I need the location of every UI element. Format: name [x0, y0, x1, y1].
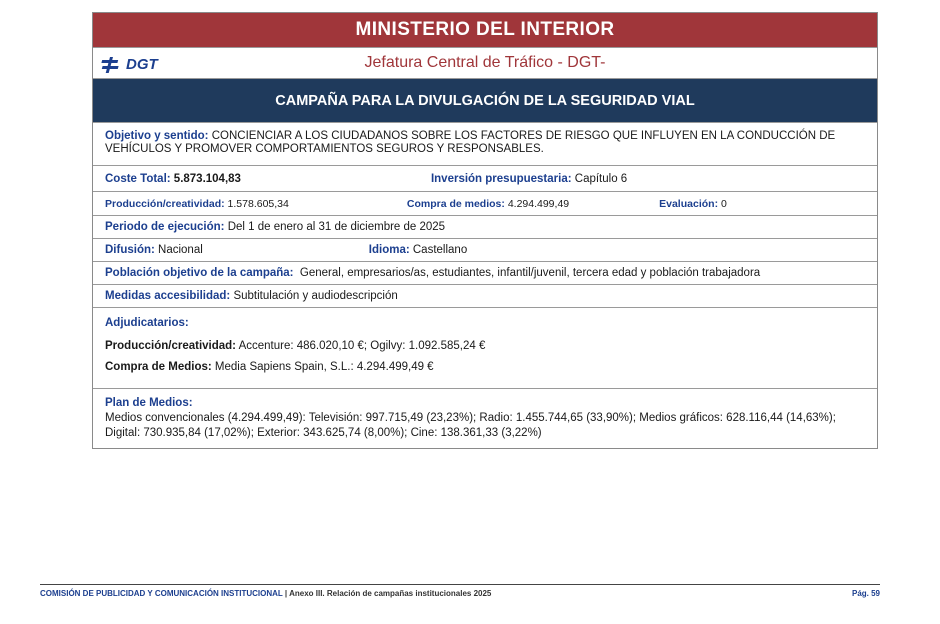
footer-annex: | Anexo III. Relación de campañas institucionales 2025 — [284, 589, 492, 598]
jefatura-row — [93, 47, 877, 78]
page-footer — [40, 584, 880, 598]
objetivo-label: Objetivo y sentido: — [105, 130, 209, 142]
poblacion-value: General, empresarios/as, estudiantes, infantil/juvenil, tercera edad y población trabajadora — [299, 267, 761, 279]
jefatura-title: Jefatura Central de Tráfico - DGT- — [364, 54, 606, 71]
adj-compra-label: Compra de Medios: — [105, 361, 212, 373]
periodo-row — [93, 215, 877, 238]
footer-left — [40, 589, 491, 598]
plan-label: Plan de Medios: — [105, 397, 193, 409]
dgt-logo — [101, 56, 158, 73]
inversion-label: Inversión presupuestaria: — [430, 172, 572, 185]
compra-value: 4.294.499,49 — [507, 197, 570, 210]
difusion-value: Nacional — [158, 244, 203, 256]
adj-produccion-value: Accenture: 486.020,10 €; Ogilvy: 1.092.585,24 € — [238, 340, 486, 352]
poblacion-label: Población objetivo de la campaña: — [105, 267, 294, 279]
idioma-value: Castellano — [412, 244, 468, 256]
adjudicatarios-compra — [105, 360, 865, 375]
medidas-value: Subtitulación y audiodescripción — [233, 290, 398, 302]
inversion-value: Capítulo 6 — [574, 172, 628, 185]
campaign-title: CAMPAÑA PARA LA DIVULGACIÓN DE LA SEGURIDAD VIAL — [275, 92, 695, 109]
evaluacion-label: Evaluación: — [659, 197, 719, 210]
adj-compra-value: Media Sapiens Spain, S.L.: 4.294.499,49 € — [214, 361, 434, 373]
ministry-header — [93, 13, 877, 47]
adj-produccion-label: Producción/creatividad: — [105, 340, 237, 352]
breakdown-row — [93, 191, 877, 215]
difusion-row — [93, 238, 877, 261]
dgt-logo-text: DGT — [126, 56, 158, 73]
periodo-value: Del 1 de enero al 31 de diciembre de 2025 — [227, 221, 446, 233]
adjudicatarios-produccion — [105, 339, 865, 354]
coste-value: 5.873.104,83 — [173, 172, 241, 185]
campaign-sheet — [92, 12, 878, 449]
compra-label: Compra de medios: — [406, 197, 505, 210]
coste-row — [93, 165, 877, 191]
difusion-label: Difusión: — [105, 244, 155, 256]
plan-medios-row — [93, 388, 877, 448]
medidas-row — [93, 284, 877, 307]
campaign-title-bar — [93, 78, 877, 122]
footer-org: COMISIÓN DE PUBLICIDAD Y COMUNICACIÓN INSTITUCIONAL — [40, 589, 283, 598]
page-number: Pág. 59 — [851, 589, 880, 598]
ministry-title: MINISTERIO DEL INTERIOR — [355, 19, 615, 40]
idioma-label: Idioma: — [368, 244, 410, 256]
adjudicatarios-label: Adjudicatarios: — [105, 317, 189, 329]
objetivo-row — [93, 122, 877, 165]
produccion-value: 1.578.605,34 — [227, 197, 289, 210]
evaluacion-value: 0 — [720, 197, 727, 210]
coste-label: Coste Total: — [105, 172, 171, 185]
medidas-label: Medidas accesibilidad: — [105, 290, 231, 302]
produccion-label: Producción/creatividad: — [105, 197, 225, 210]
plan-text: Medios convencionales (4.294.499,49): Televisión: 997.715,49 (23,23%); Radio: 1.455.744,65 (33,90%); Medios gráficos: 628.116,44 (14,63%); Digital: 730.935,84 (17,02%); Exterior: 343.625,74 (8,00%); Cine: 138.361,33 (3,22%) — [105, 412, 836, 439]
objetivo-text: CONCIENCIAR A LOS CIUDADANOS SOBRE LOS FACTORES DE RIESGO QUE INFLUYEN EN LA CONDUCCIÓN DE VEHÍCULOS Y PROMOVER COMPORTAMIENTOS SEGUROS Y RESPONSABLES. — [105, 130, 836, 155]
poblacion-row — [93, 261, 877, 284]
dgt-logo-icon — [101, 57, 123, 73]
adjudicatarios-row — [93, 307, 877, 388]
periodo-label: Periodo de ejecución: — [105, 221, 225, 233]
